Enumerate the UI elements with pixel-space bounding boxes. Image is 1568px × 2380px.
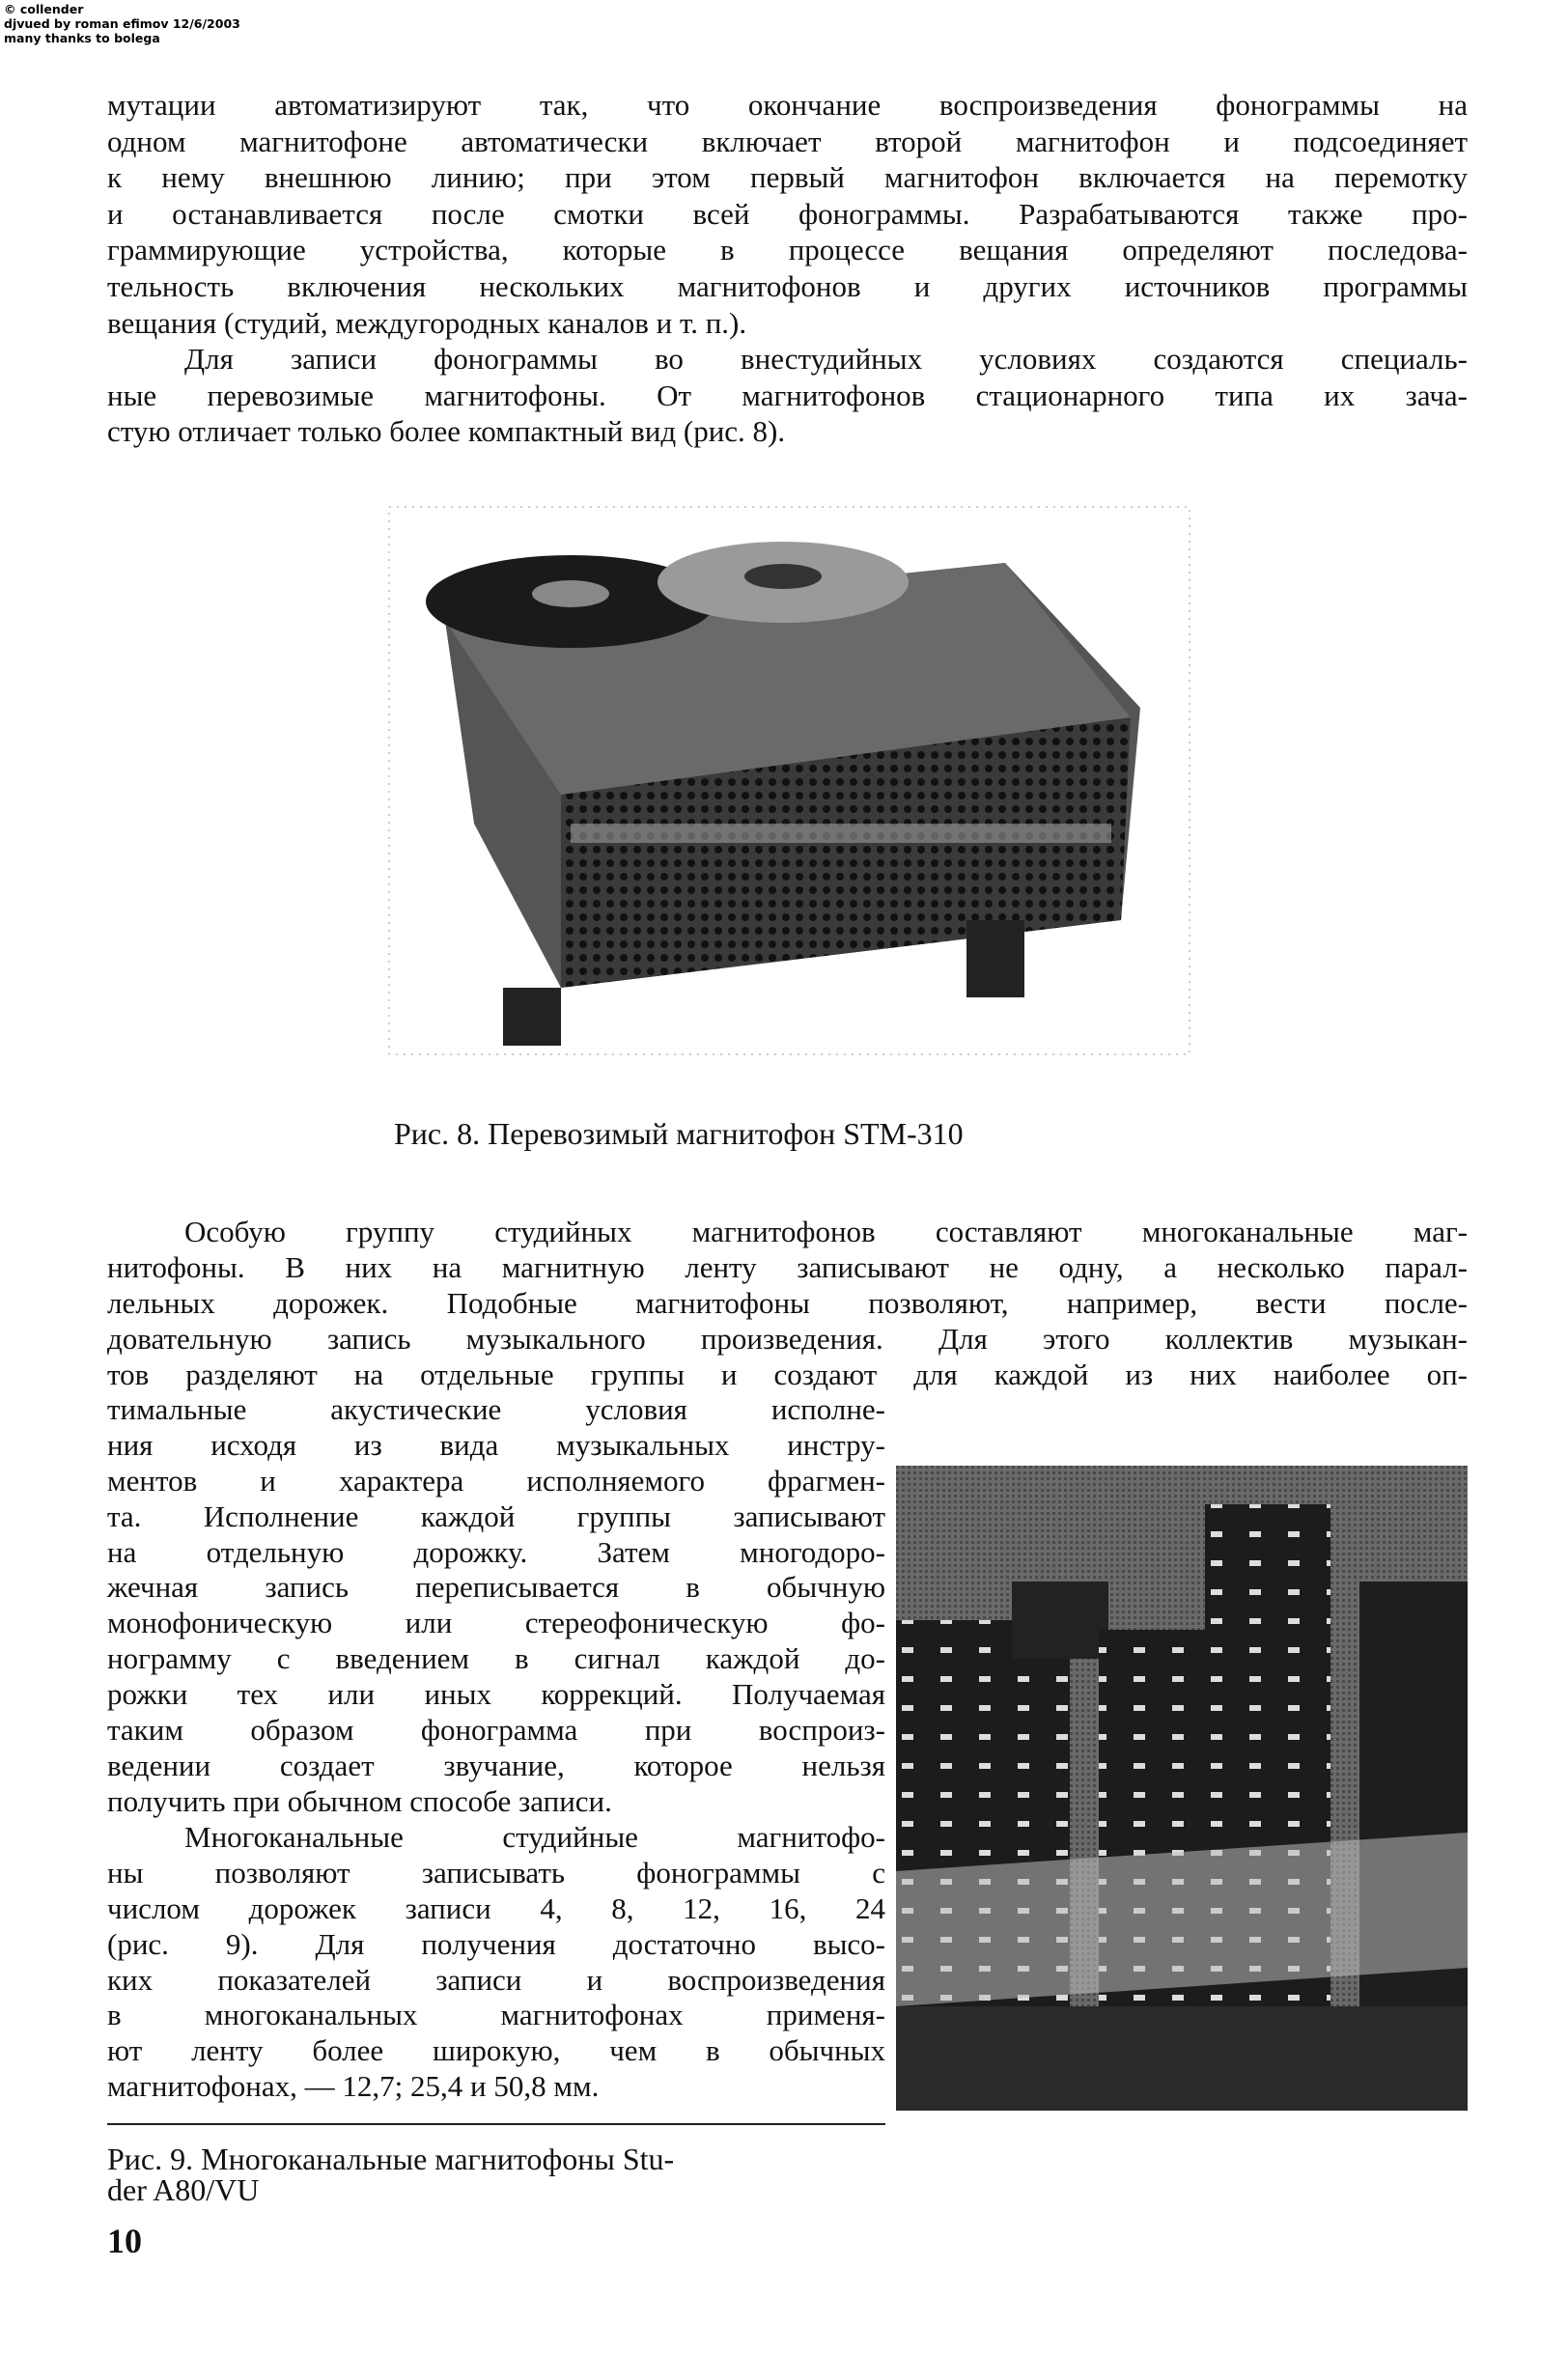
text-line: та. Исполнение каждой группы записывают bbox=[107, 1498, 885, 1533]
text-line: ны позволяют записывать фонограммы с bbox=[107, 1855, 885, 1890]
text-line: и останавливается после смотки всей фонограммы. Разрабатываются также про- bbox=[107, 196, 1468, 231]
text-line: ния исходя из вида музыкальных инстру- bbox=[107, 1427, 885, 1462]
text-line: в многоканальных магнитофонах применя- bbox=[107, 1998, 885, 2032]
text-line: стую отличает только более компактный вид (рис. 8). bbox=[107, 414, 786, 449]
figure-8-photo bbox=[387, 505, 1191, 1056]
text-line: ведении создает звучание, которое нельзя bbox=[107, 1748, 885, 1782]
text-line: магнитофонах, — 12,7; 25,4 и 50,8 мм. bbox=[107, 2069, 600, 2104]
text-line: мутации автоматизируют так, что окончание воспроизведения фонограммы на bbox=[107, 88, 1468, 122]
credit-line: © collender bbox=[4, 2, 84, 16]
text-line: рожки тех или иных коррекций. Получаемая bbox=[107, 1677, 885, 1712]
text-line: получить при обычном способе записи. bbox=[107, 1783, 612, 1818]
multichannel-recorders-image bbox=[896, 1466, 1468, 2111]
text-line: к нему внешнюю линию; при этом первый магнитофон включается на перемотку bbox=[107, 160, 1468, 195]
paragraph-c bbox=[107, 1215, 1468, 1392]
text-line: жечная запись переписывается в обычную bbox=[107, 1570, 885, 1605]
text-line: одном магнитофоне автоматически включает второй магнитофон и подсоединяет bbox=[107, 124, 1468, 158]
text-line: ких показателей записи и воспроизведения bbox=[107, 1962, 885, 1997]
text-line: нограмму с введением в сигнал каждой до- bbox=[107, 1641, 885, 1676]
tape-recorder-image bbox=[387, 505, 1191, 1056]
paragraph-b bbox=[107, 341, 1468, 450]
paragraph-d bbox=[107, 1820, 885, 2105]
text-line: (рис. 9). Для получения достаточно высо- bbox=[107, 1926, 885, 1961]
text-line: таким образом фонограмма при воспроиз- bbox=[107, 1713, 885, 1748]
text-line: довательную запись музыкального произведения. Для этого коллектив музыкан- bbox=[107, 1321, 1468, 1356]
figure-9-photo bbox=[896, 1466, 1468, 2111]
text-line: вещания (студий, междугородных каналов и т. п.). bbox=[107, 305, 747, 340]
text-line: Многоканальные студийные магнитофо- bbox=[184, 1820, 885, 1854]
text-line: числом дорожек записи 4, 8, 12, 16, 24 bbox=[107, 1890, 885, 1925]
text-line: нитофоны. В них на магнитную ленту записывают не одну, а несколько парал- bbox=[107, 1249, 1468, 1284]
text-line: ют ленту более широкую, чем в обычных bbox=[107, 2033, 885, 2068]
caption-divider bbox=[107, 2123, 885, 2125]
scan-credits bbox=[4, 2, 240, 45]
text-line: Для записи фонограммы во внестудийных условиях создаются специаль- bbox=[184, 342, 1468, 376]
text-line: граммирующие устройства, которые в процессе вещания определяют последова- bbox=[107, 233, 1468, 267]
credit-line: djvued by roman efimov 12/6/2003 bbox=[4, 16, 240, 31]
page-number: 10 bbox=[107, 2222, 142, 2260]
text-line: лельных дорожек. Подобные магнитофоны позволяют, например, вести после- bbox=[107, 1285, 1468, 1320]
paragraph-c-continued bbox=[107, 1392, 885, 1820]
paragraph-a bbox=[107, 87, 1468, 341]
figure-9-caption-line: der A80/VU bbox=[107, 2172, 260, 2207]
figure-8-caption: Рис. 8. Перевозимый магнитофон STM-310 bbox=[394, 1116, 964, 1151]
text-line: тов разделяют на отдельные группы и создают для каждой из них наиболее оп- bbox=[107, 1357, 1468, 1391]
text-line: тельность включения нескольких магнитофонов и других источников программы bbox=[107, 268, 1468, 303]
text-line: Особую группу студийных магнитофонов составляют многоканальные маг- bbox=[184, 1215, 1468, 1248]
text-line: монофоническую или стереофоническую фо- bbox=[107, 1606, 885, 1640]
text-line: тимальные акустические условия исполне- bbox=[107, 1392, 885, 1426]
figure-9-caption-line: Рис. 9. Многоканальные магнитофоны Stu- bbox=[107, 2142, 675, 2176]
text-line: ные перевозимые магнитофоны. От магнитофонов стационарного типа их зача- bbox=[107, 378, 1468, 412]
credit-line: many thanks to bolega bbox=[4, 31, 160, 45]
text-line: на отдельную дорожку. Затем многодоро- bbox=[107, 1534, 885, 1569]
text-line: ментов и характера исполняемого фрагмен- bbox=[107, 1463, 885, 1498]
